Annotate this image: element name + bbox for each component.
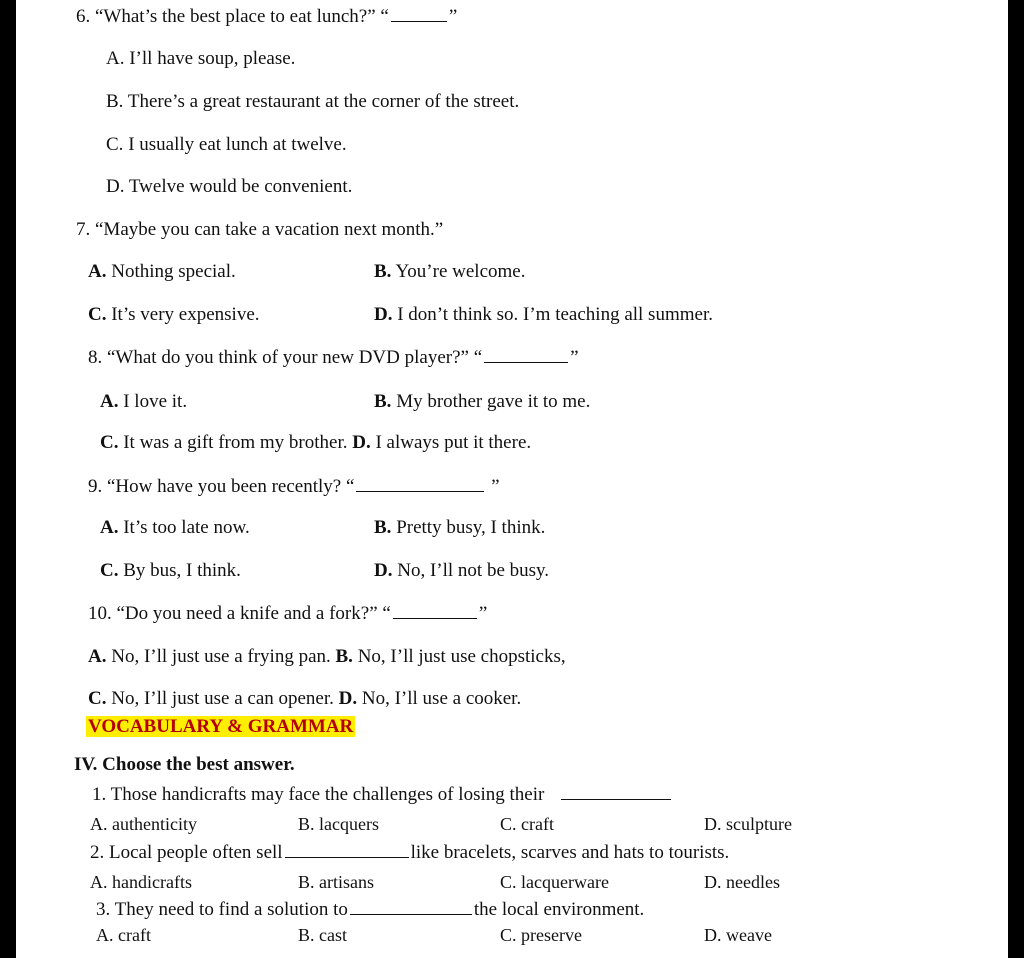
option-letter: C. bbox=[100, 560, 119, 581]
option-text: By bus, I think. bbox=[123, 560, 241, 581]
option-text: Nothing special. bbox=[111, 261, 236, 282]
option-text: No, I’ll use a cooker. bbox=[361, 688, 522, 709]
option-text: No, I’ll just use chopsticks, bbox=[357, 646, 566, 667]
vocab-question-3-text: 3. They need to find a solution to bbox=[96, 899, 348, 920]
option-text: weave bbox=[726, 925, 772, 945]
option-letter: A. bbox=[96, 925, 114, 945]
question-10 bbox=[88, 603, 487, 625]
option-text: lacquerware bbox=[521, 872, 609, 892]
answer-blank bbox=[561, 798, 671, 800]
option-letter: C. bbox=[88, 688, 107, 709]
option-text: No, I’ll just use a can opener. bbox=[111, 688, 334, 709]
vocab-question-2-text: 2. Local people often sell bbox=[90, 842, 283, 863]
option-text: needles bbox=[726, 872, 780, 892]
option-letter: C. bbox=[500, 925, 517, 945]
quote-close: ” bbox=[491, 476, 500, 497]
option-7d bbox=[374, 304, 713, 326]
option-letter: B. bbox=[374, 517, 392, 538]
vocab-3b bbox=[298, 925, 347, 945]
option-letter: C. bbox=[500, 814, 517, 834]
option-8b bbox=[374, 391, 590, 413]
option-letter: B. bbox=[298, 925, 315, 945]
option-letter: D. bbox=[352, 432, 371, 453]
option-letter: A. bbox=[88, 646, 107, 667]
option-text: You’re welcome. bbox=[395, 261, 526, 282]
option-letter: D. bbox=[338, 688, 358, 709]
vocab-1a bbox=[90, 814, 197, 834]
option-letter: D. bbox=[106, 176, 125, 197]
vocab-2b bbox=[298, 872, 374, 892]
option-letter: A. bbox=[90, 872, 108, 892]
option-text: It’s very expensive. bbox=[111, 304, 260, 325]
quote-close: ” bbox=[448, 6, 458, 27]
option-letter: A. bbox=[100, 391, 119, 412]
vocab-2a bbox=[90, 872, 192, 892]
option-text: craft bbox=[521, 814, 554, 834]
vocab-question-1 bbox=[92, 784, 673, 806]
quote-close: ” bbox=[478, 603, 488, 624]
vocab-1d bbox=[704, 814, 792, 834]
question-9 bbox=[88, 476, 500, 498]
option-letter: B. bbox=[374, 391, 392, 412]
vocab-1c bbox=[500, 814, 554, 834]
option-6b bbox=[106, 91, 519, 113]
answer-blank bbox=[285, 856, 409, 858]
option-text: cast bbox=[319, 925, 347, 945]
answer-blank bbox=[350, 913, 472, 915]
question-10-text: 10. “Do you need a knife and a fork?” “ bbox=[88, 603, 391, 624]
question-7 bbox=[76, 219, 443, 241]
option-letter: C. bbox=[106, 134, 124, 155]
option-text: authenticity bbox=[112, 814, 197, 834]
option-letter: A. bbox=[90, 814, 108, 834]
question-7-text: 7. “Maybe you can take a vacation next month.” bbox=[76, 219, 444, 240]
option-text: I always put it there. bbox=[375, 432, 532, 453]
question-6-text: 6. “What’s the best place to eat lunch?” “ bbox=[76, 6, 389, 27]
option-text: It’s too late now. bbox=[123, 517, 250, 538]
option-text: I love it. bbox=[123, 391, 188, 412]
answer-blank bbox=[393, 617, 477, 619]
option-letter: B. bbox=[374, 261, 392, 282]
option-7c bbox=[88, 304, 260, 326]
part-title-text: IV. Choose the best answer. bbox=[74, 754, 295, 775]
option-text: craft bbox=[118, 925, 151, 945]
option-letter: D. bbox=[374, 304, 393, 325]
option-text: I don’t think so. I’m teaching all summer. bbox=[397, 304, 713, 325]
part-title bbox=[74, 754, 295, 776]
option-text: sculpture bbox=[726, 814, 792, 834]
option-7b bbox=[374, 261, 525, 283]
vocab-question-3-end: the local environment. bbox=[473, 899, 645, 920]
vocab-2d bbox=[704, 872, 780, 892]
option-7a bbox=[88, 261, 236, 283]
question-8 bbox=[88, 347, 579, 369]
section-title: VOCABULARY & GRAMMAR bbox=[88, 716, 354, 737]
vocab-2c bbox=[500, 872, 609, 892]
option-letter: C. bbox=[500, 872, 517, 892]
option-letter: C. bbox=[88, 304, 107, 325]
vocab-3d bbox=[704, 925, 772, 945]
quote-close: ” bbox=[570, 347, 579, 368]
option-letter: D. bbox=[374, 560, 393, 581]
option-letter: A. bbox=[106, 48, 125, 69]
option-letter: B. bbox=[298, 814, 315, 834]
option-text: No, I’ll just use a frying pan. bbox=[111, 646, 331, 667]
option-text: Twelve would be convenient. bbox=[128, 176, 353, 197]
option-letter: B. bbox=[106, 91, 124, 112]
vocab-question-1-text: 1. Those handicrafts may face the challenges of losing their bbox=[92, 784, 545, 805]
option-letter: C. bbox=[100, 432, 119, 453]
option-9a bbox=[100, 517, 250, 539]
option-letter: A. bbox=[100, 517, 119, 538]
answer-blank bbox=[356, 490, 484, 492]
option-6d bbox=[106, 176, 352, 198]
vocab-3a bbox=[96, 925, 151, 945]
option-letter: D. bbox=[704, 814, 722, 834]
option-letter: B. bbox=[298, 872, 315, 892]
question-8-text: 8. “What do you think of your new DVD player?” “ bbox=[88, 347, 483, 368]
vocab-question-3 bbox=[96, 899, 644, 921]
answer-blank bbox=[484, 361, 568, 363]
option-8c-8d bbox=[100, 432, 531, 454]
option-text: It was a gift from my brother. bbox=[123, 432, 348, 453]
option-letter: D. bbox=[704, 872, 722, 892]
vocab-question-2 bbox=[90, 842, 729, 864]
option-text: I usually eat lunch at twelve. bbox=[128, 134, 347, 155]
option-10a-10b bbox=[88, 646, 566, 668]
option-text: There’s a great restaurant at the corner of the street. bbox=[127, 91, 520, 112]
right-black-border bbox=[1008, 0, 1024, 958]
vocab-question-2-end: like bracelets, scarves and hats to tourists. bbox=[410, 842, 730, 863]
option-text: handicrafts bbox=[112, 872, 192, 892]
option-letter: B. bbox=[335, 646, 353, 667]
vocab-3c bbox=[500, 925, 582, 945]
option-8a bbox=[100, 391, 187, 413]
option-text: No, I’ll not be busy. bbox=[397, 560, 550, 581]
option-text: preserve bbox=[521, 925, 582, 945]
section-heading bbox=[86, 716, 355, 738]
option-text: I’ll have soup, please. bbox=[129, 48, 296, 69]
option-9d bbox=[374, 560, 549, 582]
option-text: lacquers bbox=[319, 814, 379, 834]
option-6c bbox=[106, 134, 347, 156]
option-letter: D. bbox=[704, 925, 722, 945]
option-10c-10d bbox=[88, 688, 521, 710]
option-text: My brother gave it to me. bbox=[396, 391, 591, 412]
vocab-1b bbox=[298, 814, 379, 834]
option-9b bbox=[374, 517, 545, 539]
question-9-text: 9. “How have you been recently? “ bbox=[88, 476, 355, 497]
left-black-border bbox=[0, 0, 16, 958]
option-6a bbox=[106, 48, 295, 70]
option-letter: A. bbox=[88, 261, 107, 282]
option-9c bbox=[100, 560, 241, 582]
answer-blank bbox=[391, 20, 447, 22]
option-text: artisans bbox=[319, 872, 374, 892]
option-text: Pretty busy, I think. bbox=[396, 517, 546, 538]
question-6 bbox=[76, 6, 457, 28]
